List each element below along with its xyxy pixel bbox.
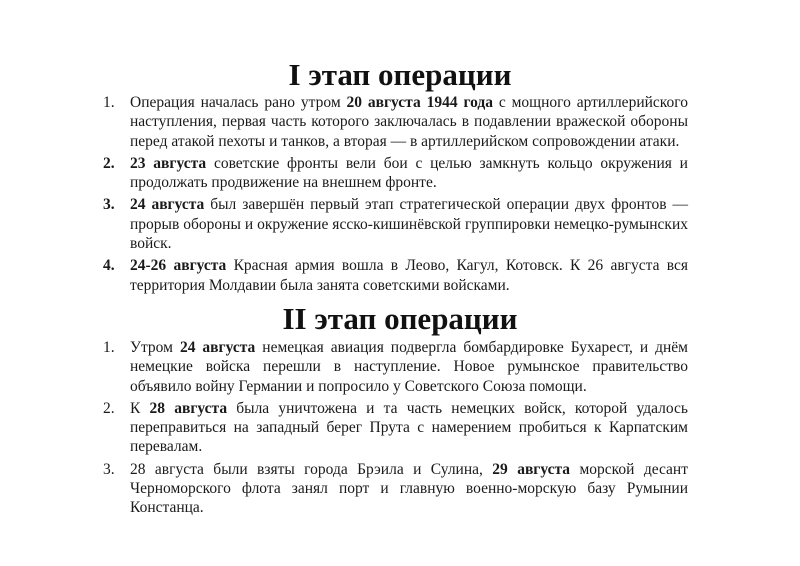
list-item-text: К bbox=[130, 399, 150, 417]
date-highlight: 28 августа bbox=[149, 399, 228, 417]
list-item-number: 1. bbox=[103, 94, 115, 111]
list-item-number: 2. bbox=[103, 399, 115, 417]
date-highlight: 29 августа bbox=[492, 460, 571, 478]
list-item-number: 1. bbox=[103, 339, 115, 356]
list-item-text: был завершён первый этап стратегической операции двух фронтов — прорыв обороны и окружение ясско-кишинёвской группировки немецко-румынских войск. bbox=[130, 196, 688, 253]
list-item bbox=[103, 93, 688, 151]
list-item-text: Операция началась рано утром bbox=[130, 94, 347, 111]
list-item-number: 2. bbox=[103, 154, 115, 172]
section-2-title: II этап операции bbox=[282, 301, 518, 336]
date-highlight: 20 августа 1944 года bbox=[346, 94, 493, 111]
list-item bbox=[103, 460, 688, 518]
list-item bbox=[103, 256, 688, 295]
list-item bbox=[103, 154, 688, 193]
list-item bbox=[103, 338, 688, 396]
section-1-title: I этап операции bbox=[288, 57, 512, 92]
date-highlight: 24 августа bbox=[130, 196, 205, 214]
list-item-number: 3. bbox=[103, 460, 115, 478]
list-item-number: 3. bbox=[103, 196, 115, 214]
section-2-list bbox=[103, 338, 688, 521]
list-item-text: была уничтожена и та часть немецких войск, которой удалось переправиться на западный берег Прута с намерением пробиться к Карпатским перевалам. bbox=[130, 399, 688, 456]
date-highlight: 24-26 августа bbox=[130, 257, 227, 275]
list-item-text: с мощного артиллерийского наступления, первая часть которого заключалась в подавлении вражеской обороны перед атакой пехоты и танков, а вторая — в артиллерийском сопровождении атаки. bbox=[130, 94, 689, 150]
list-item-text: Красная армия вошла в Леово, Кагул, Котовск. К 26 августа вся территория Молдавии была занята советскими войсками. bbox=[130, 257, 688, 294]
list-item-text: советские фронты вели бои с целью замкнуть кольцо окружения и продолжать продвижение на внешнем фронте. bbox=[130, 154, 688, 192]
list-item bbox=[103, 195, 688, 253]
date-highlight: 24 августа bbox=[179, 339, 256, 356]
date-highlight: 23 августа bbox=[130, 154, 207, 172]
list-item-number: 4. bbox=[103, 257, 115, 275]
list-item-text: немецкая авиация подвергла бомбардировке Бухарест, и днём немецкие войска перешли в наступление. Новое румынское правительство объявило войну Германии и попросило у Советского Союза помощи. bbox=[130, 339, 688, 395]
list-item bbox=[103, 399, 688, 457]
list-item-text: 28 августа были взяты города Брэила и Сулина, bbox=[130, 460, 493, 478]
section-1-list bbox=[103, 93, 688, 298]
list-item-text: Утром bbox=[130, 339, 180, 356]
list-item-text: морской десант Черноморского флота занял порт и главную военно-морскую базу Румынии Констанца. bbox=[130, 460, 688, 517]
